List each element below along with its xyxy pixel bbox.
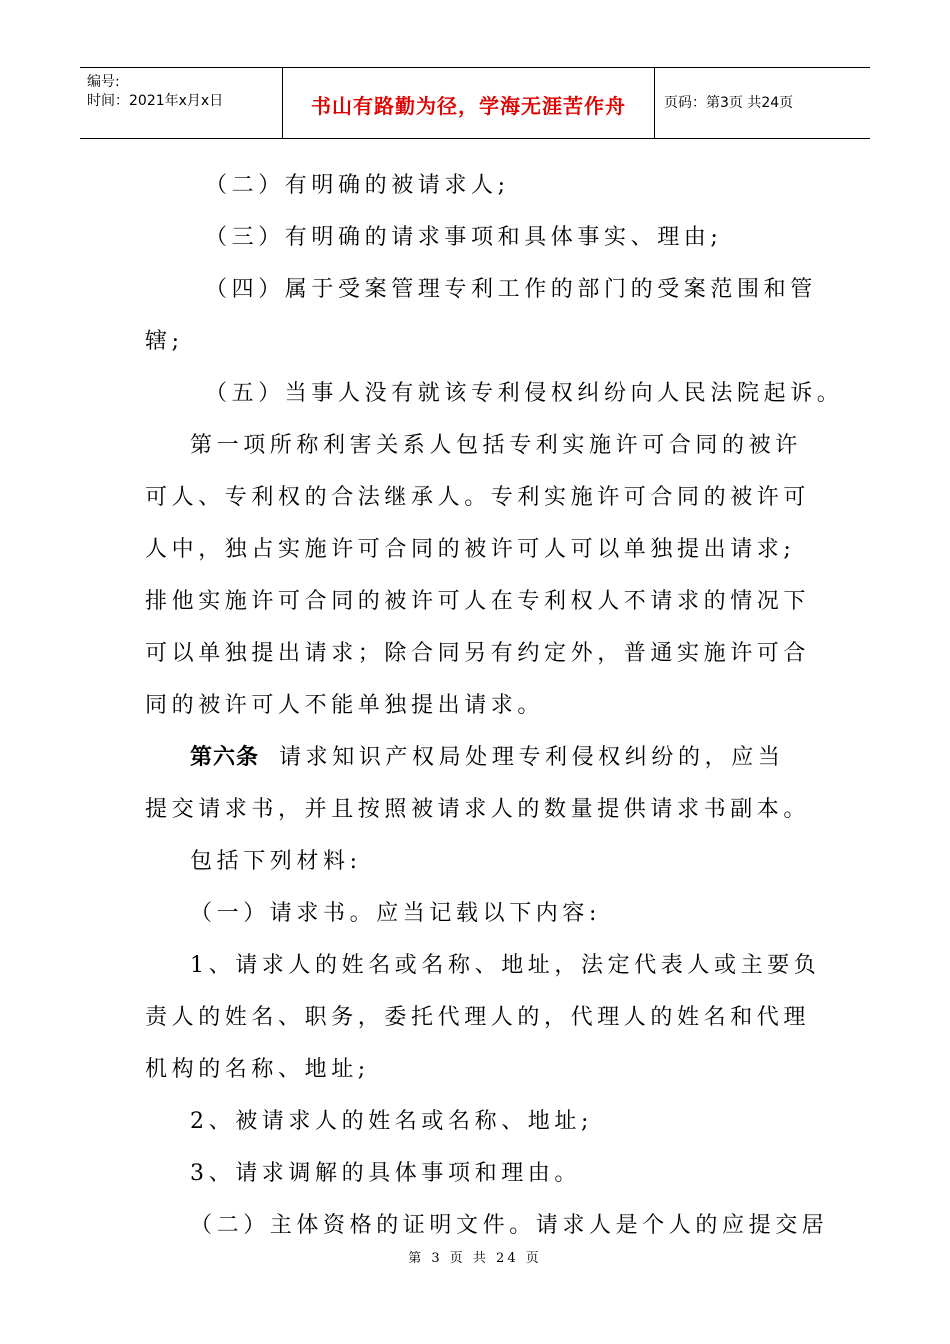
- text-line: 第一项所称利害关系人包括专利实施许可合同的被许: [190, 433, 802, 458]
- text-line: （二）主体资格的证明文件。请求人是个人的应提交居: [190, 1213, 829, 1238]
- text-line: 排他实施许可合同的被许可人在专利权人不请求的情况下: [145, 589, 811, 614]
- text-line: 3、请求调解的具体事项和理由。: [190, 1161, 581, 1186]
- text-line: 机构的名称、地址;: [145, 1057, 370, 1082]
- text-line: （四）属于受案管理专利工作的部门的受案范围和管: [205, 277, 817, 302]
- text-line: 1、请求人的姓名或名称、地址，法定代表人或主要负: [190, 953, 821, 978]
- text-line: 责人的姓名、职务，委托代理人的，代理人的姓名和代理: [145, 1005, 811, 1030]
- text-line: 可人、专利权的合法继承人。专利实施许可合同的被许可: [145, 485, 811, 510]
- text-line: 同的被许可人不能单独提出请求。: [145, 693, 545, 718]
- text-line: 辖;: [145, 329, 184, 354]
- header-page-info: 页码：第3页 共24页: [664, 95, 794, 111]
- article-text: 请求知识产权局处理专利侵权纠纷的，应当: [279, 745, 785, 770]
- article-label: 第六条: [190, 745, 260, 770]
- text-line: （五）当事人没有就该专利侵权纠纷向人民法院起诉。: [205, 381, 844, 406]
- document-number-label: 编号:: [87, 74, 120, 90]
- page-header: [80, 67, 870, 139]
- header-motto-cell: [283, 68, 655, 138]
- page-footer: 第 3 页 共 24 页: [408, 1251, 542, 1266]
- document-time-label: 时间：2021年x月x日: [87, 93, 224, 109]
- text-line: 提交请求书，并且按照被请求人的数量提供请求书副本。: [145, 797, 811, 822]
- text-line: （一）请求书。应当记载以下内容:: [190, 901, 602, 926]
- header-info-cell: [80, 68, 283, 138]
- text-line: （三）有明确的请求事项和具体事实、理由;: [205, 225, 723, 250]
- text-line: 2、被请求人的姓名或名称、地址;: [190, 1109, 594, 1134]
- article-line: [145, 732, 805, 784]
- header-motto: 书山有路勤为径，学海无涯苦作舟: [311, 94, 626, 118]
- text-line: 可以单独提出请求；除合同另有约定外，普通实施许可合: [145, 641, 811, 666]
- text-line: 人中，独占实施许可合同的被许可人可以单独提出请求;: [145, 537, 796, 562]
- text-line: 包括下列材料:: [190, 849, 362, 874]
- document-body: [145, 160, 844, 1252]
- header-page-cell: [656, 68, 870, 138]
- text-line: （二）有明确的被请求人;: [205, 173, 510, 198]
